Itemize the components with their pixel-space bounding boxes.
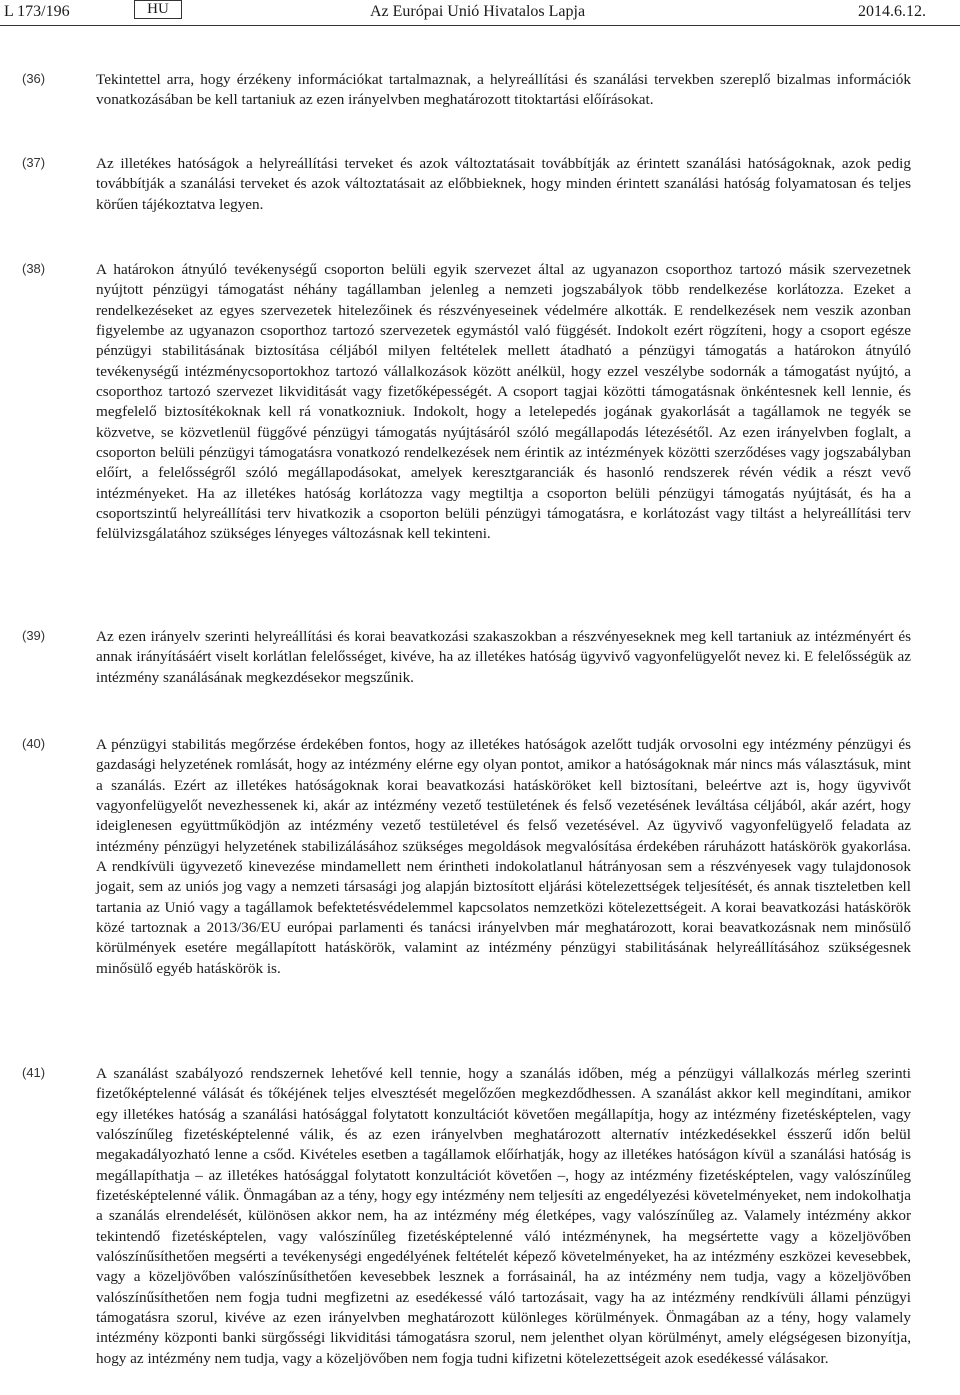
recital-text: Az illetékes hatóságok a helyreállítási terveket és azok változtatásait továbbítják az érintett szanálási hatóságoknak, azok pedig továbbítják a szanálási terveket és azok változtatásait az előbbieknek, hogy minden érintett szanálási hatóság folyamatosan és teljes körűen tájékoztatva legyen. (96, 155, 911, 213)
recital-text: A határokon átnyúló tevékenységű csoporton belüli egyik szervezet által az ugyanazon csoporthoz tartozó másik szervezetnek nyújtott pénzügyi támogatást néhány tagállamban jelenleg a nemzeti jogszabályok több rendelkezése korlátozza. Ezeket a rendelkezéseket az egyes szervezetek hitelezőinek és részvényeseinek védelmére alkották. E rendelkezések nem veszik azonban figyelembe az ugyanazon csoporthoz tartozó szervezetek egymástól való függését. Indokolt ezért rögzíteni, hogy a csoport egésze pénzügyi stabilitásának biztosítása céljából milyen feltételek mellett átadható a pénzügyi támogatás a határokon átnyúló tevékenységű intézménycsoportokhoz tartozó vállalkozások között anélkül, hogy ezzel veszélybe sodornák a támogatást nyújtó, a csoporthoz tartozó szervezet likviditását vagy fizetőképességét. A csoport tagjai közötti támogatásnak önkéntesnek kell lennie, és megfelelő biztosítékoknak kell rá vonatkozniuk. Indokolt, hogy a letelepedés jogának gyakorlását a tagállamok ne tegyék se közvetve, se közvetlenül függővé pénzügyi támogatás nyújtásáról szóló megállapodás létezésétől. Az ezen irányelvben foglalt, a csoporton belüli pénzügyi támogatásra vonatkozó rendelkezések nem érintik az intézmények közötti szerződéses vagy jogszabályban előírt, a felelősségről szóló megállapodásokat, amelyek keresztgaranciák és hasonló rendszerek révén védik a részt vevő intézményeket. Ha az illetékes hatóság korlátozza vagy megtiltja a csoporton belüli pénzügyi támogatás nyújtását, és ha a csoportszintű helyreállítási terv hivatkozik a csoporton belüli pénzügyi támogatásra, e korlátozást vagy tiltást a helyreállítási terv felülvizsgálatához szükséges lényeges változásnak kell tekinteni. (96, 261, 911, 543)
publication-date: 2014.6.12. (858, 3, 926, 20)
language-code-box: HU (134, 0, 182, 19)
recital-number: (41) (22, 1065, 46, 1080)
header-rule (0, 25, 960, 26)
recital-number: (38) (22, 261, 46, 276)
recital-text: A szanálást szabályozó rendszernek lehetővé kell tennie, hogy a szanálás időben, még a pénzügyi vállalkozás mérleg szerinti fizetőképtelenné válását és tőkéjének teljes elvesztését megelőzően megkezdődhessen. A szanálást akkor kell megindítani, amikor egy illetékes hatóság a szanálási hatósággal folytatott konzultációt követően megállapítja, hogy az intézmény fizetésképtelen, vagy valószínűleg fizetésképtelenné válik, és az ezen irányelvben meghatározott alternatív intézkedésekkel ésszerű időn belül megakadályozható lenne a csőd. Kivételes esetben a tagállamok előírhatják, hogy az illetékes hatóságon kívül a szanálási hatóság is megállapíthatja – az illetékes hatósággal folytatott konzultációt követően –, hogy az intézmény fizetésképtelen, vagy valószínűleg fizetésképtelenné válik. Önmagában az a tény, hogy egy intézmény nem teljesíti az engedélyezési követelményeket, nem indokolhatja a szanálás elrendelését, különösen akkor nem, ha az intézmény még életképes, vagy valószínűleg az. Valamely intézmény akkor tekintendő fizetésképtelen, vagy valószínűleg fizetésképtelenné váló intézménynek, ha megsértette vagy a közeljövőben valószínűsíthetően megsérti a tevékenységi engedélyének feltételét képező követelményeket, ha az intézmény eszközei kevesebbek, vagy a közeljövőben valószínűsíthetően kevesebbek lesznek a forrásainál, ha az intézmény nem tudja, vagy a közeljövőben valószínűsíthetően nem fogja tudni megfizetni az esedékessé váló tartozásait, vagy ha az intézmény rendkívüli állami pénzügyi támogatásra szorul, kivéve az ezen irányelvben meghatározott különleges körülmények. Önmagában az a tény, hogy valamely intézmény központi banki sürgősségi likviditási támogatásra szorul, nem jelenthet olyan körülményt, amely elégségesen bizonyítja, hogy az intézmény nem tudja, vagy a közeljövőben nem fogja tudni kifizetni kötelezettségeit azok esedékessé válásakor. (96, 1065, 911, 1367)
recital-number: (39) (22, 628, 46, 643)
page-number: L 173/196 (4, 3, 70, 20)
recital-text: Az ezen irányelv szerinti helyreállítási és korai beavatkozási szakaszokban a részvényeseknek meg kell tartaniuk az intézményért és annak irányításáért viselt korlátlan felelősséget, kivéve, ha az illetékes hatóság ügyvivő vagyonfelügyelőt nevez ki. E felelősségük az intézmény szanálásának megkezdésekor megszűnik. (96, 628, 911, 686)
recital-text: Tekintettel arra, hogy érzékeny információkat tartalmaznak, a helyreállítási és szanálási tervekben szereplő bizalmas információk vonatkozásában be kell tartaniuk az ezen irányelvben meghatározott titoktartási előírásokat. (96, 71, 911, 109)
recital-number: (37) (22, 155, 46, 170)
journal-title: Az Európai Unió Hivatalos Lapja (370, 3, 586, 20)
page-header (0, 0, 960, 30)
recital-number: (40) (22, 736, 46, 751)
recital-text: A pénzügyi stabilitás megőrzése érdekében fontos, hogy az illetékes hatóságok azelőtt tudják orvosolni egy intézmény pénzügyi és gazdasági helyzetének romlását, hogy az intézmény elérne egy olyan pontot, amikor a hatóságoknak már nincs más választásuk, mint a szanálás. Ezért az illetékes hatóságoknak korai beavatkozási hatásköröket kell biztosítani, beleértve azt is, hogy ügyvivőt vagyonfelügyelőt nevezhessenek ki, akár az intézmény vezető testületének és felső vezetésének leváltása céljából, akár azért, hogy ideiglenesen együttműködjön az intézmény vezető testületével és felső vezetésével. Az ügyvivő vagyonfelügyelő feladata az intézmény pénzügyi helyzetének stabilizálásához szükséges megoldások megvalósítása érdekében ráruházott hatáskörök gyakorlása. A rendkívüli ügyvezető kinevezése mindamellett nem érintheti indokolatlanul hátrányosan sem a részvényesek vagy tulajdonosok jogait, sem az uniós jog vagy a nemzeti társasági jog alapján biztosított eljárási kötelezettségek teljesítését, és annak tiszteletben kell tartania az Unió vagy a tagállamok befektetésvédelemmel kapcsolatos nemzetközi kötelezettségeit. A korai beavatkozási hatáskörök közé tartoznak a 2013/36/EU európai parlamenti és tanácsi irányelvben már meghatározott, korai beavatkozásnak nem minősülő körülmények esetére megállapított hatáskörök, valamint az intézmény pénzügyi stabilitásának helyreállításához szükségesnek minősülő egyéb hatáskörök is. (96, 736, 911, 977)
recital-number: (36) (22, 71, 46, 86)
